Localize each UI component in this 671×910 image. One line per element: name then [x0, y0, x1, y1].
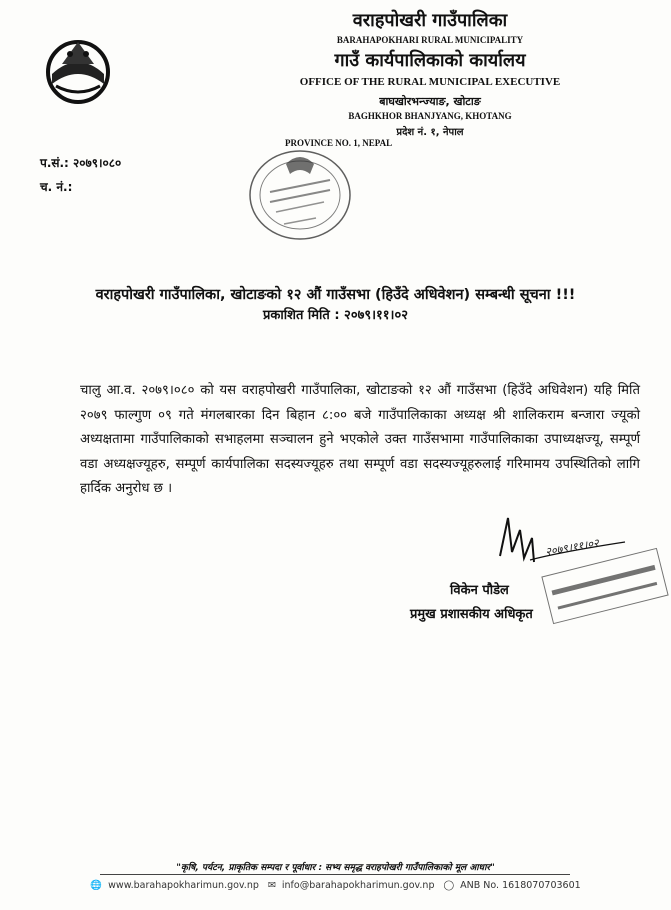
footer-contact: [0, 880, 671, 891]
id-icon: ◯: [443, 880, 455, 891]
anb-number: ANB No. 1618070703601: [460, 880, 581, 891]
nepal-emblem-icon: [42, 34, 114, 106]
province-np: प्रदेश नं. १, नेपाल: [396, 127, 464, 138]
reference-number: प.सं.: २०७९।०८०: [40, 156, 122, 170]
handwritten-date: २०७९।११।०२: [544, 536, 600, 559]
office-name-en: OFFICE OF THE RURAL MUNICIPAL EXECUTIVE: [299, 76, 561, 88]
municipality-name-np: वराहपोखरी गाउँपालिका: [352, 10, 508, 31]
globe-icon: 🌐: [90, 880, 103, 891]
address-np: बाघखोरभन्ज्याङ, खोटाङ: [379, 95, 481, 108]
signatory-title: प्रमुख प्रशासकीय अधिकृत: [410, 607, 533, 622]
signatory-name: विकेन पौडेल: [450, 583, 509, 598]
email-icon: ✉: [267, 880, 276, 891]
notice-title: वराहपोखरी गाउँपालिका, खोटाङको १२ औं गाउँसभा (हिउँदे अधिवेशन) सम्बन्धी सूचना !!!: [95, 287, 576, 303]
municipality-name-en: BARAHAPOKHARI RURAL MUNICIPALITY: [336, 35, 524, 45]
footer-slogan: "कृषि, पर्यटन, प्राकृतिक सम्पदा र पूर्वाधार : सभ्य समृद्ध वराहपोखरी गाउँपालिकाको मूल आधार": [176, 863, 495, 873]
province-en: PROVINCE NO. 1, NEPAL: [285, 138, 393, 148]
email-link[interactable]: info@barahapokharimun.gov.np: [281, 880, 435, 891]
published-date: प्रकाशित मिति : २०७९।११।०२: [263, 308, 408, 323]
office-name-np: गाउँ कार्यपालिकाको कार्यालय: [334, 50, 526, 71]
footer-divider: [100, 874, 570, 875]
office-stamp-icon: [240, 140, 360, 250]
address-en: BAGHKHOR BHANJYANG, KHOTANG: [348, 111, 512, 121]
name-stamp-icon: [540, 540, 670, 632]
website-link[interactable]: www.barahapokharimun.gov.np: [108, 880, 259, 891]
dispatch-number: च. नं.:: [40, 180, 73, 194]
notice-body: चालु आ.व. २०७९।०८० को यस वराहपोखरी गाउँपालिका, खोटाङको १२ औं गाउँसभा (हिउँदे अधिवेशन) यहि मिति २०७९ फाल्गुण ०९ गते मंगलबारका दिन बिहान ८:०० बजे गाउँपालिकाका अध्यक्ष श्री शालिकराम बन्जारा ज्यूको अध्यक्षतामा गाउँपालिकाको सभाहलमा सञ्चालन हुने भएकोले उक्त गाउँसभामा गाउँपालिकाका उपाध्यक्षज्यू, सम्पूर्ण वडा अध्यक्षज्यूहरु, सम्पूर्ण कार्यपालिका सदस्यज्यूहरु तथा सम्पूर्ण वडा सदस्यज्यूहरुलाई गरिमामय उपस्थितिको लागि हार्दिक अनुरोध छ ।: [80, 383, 640, 496]
